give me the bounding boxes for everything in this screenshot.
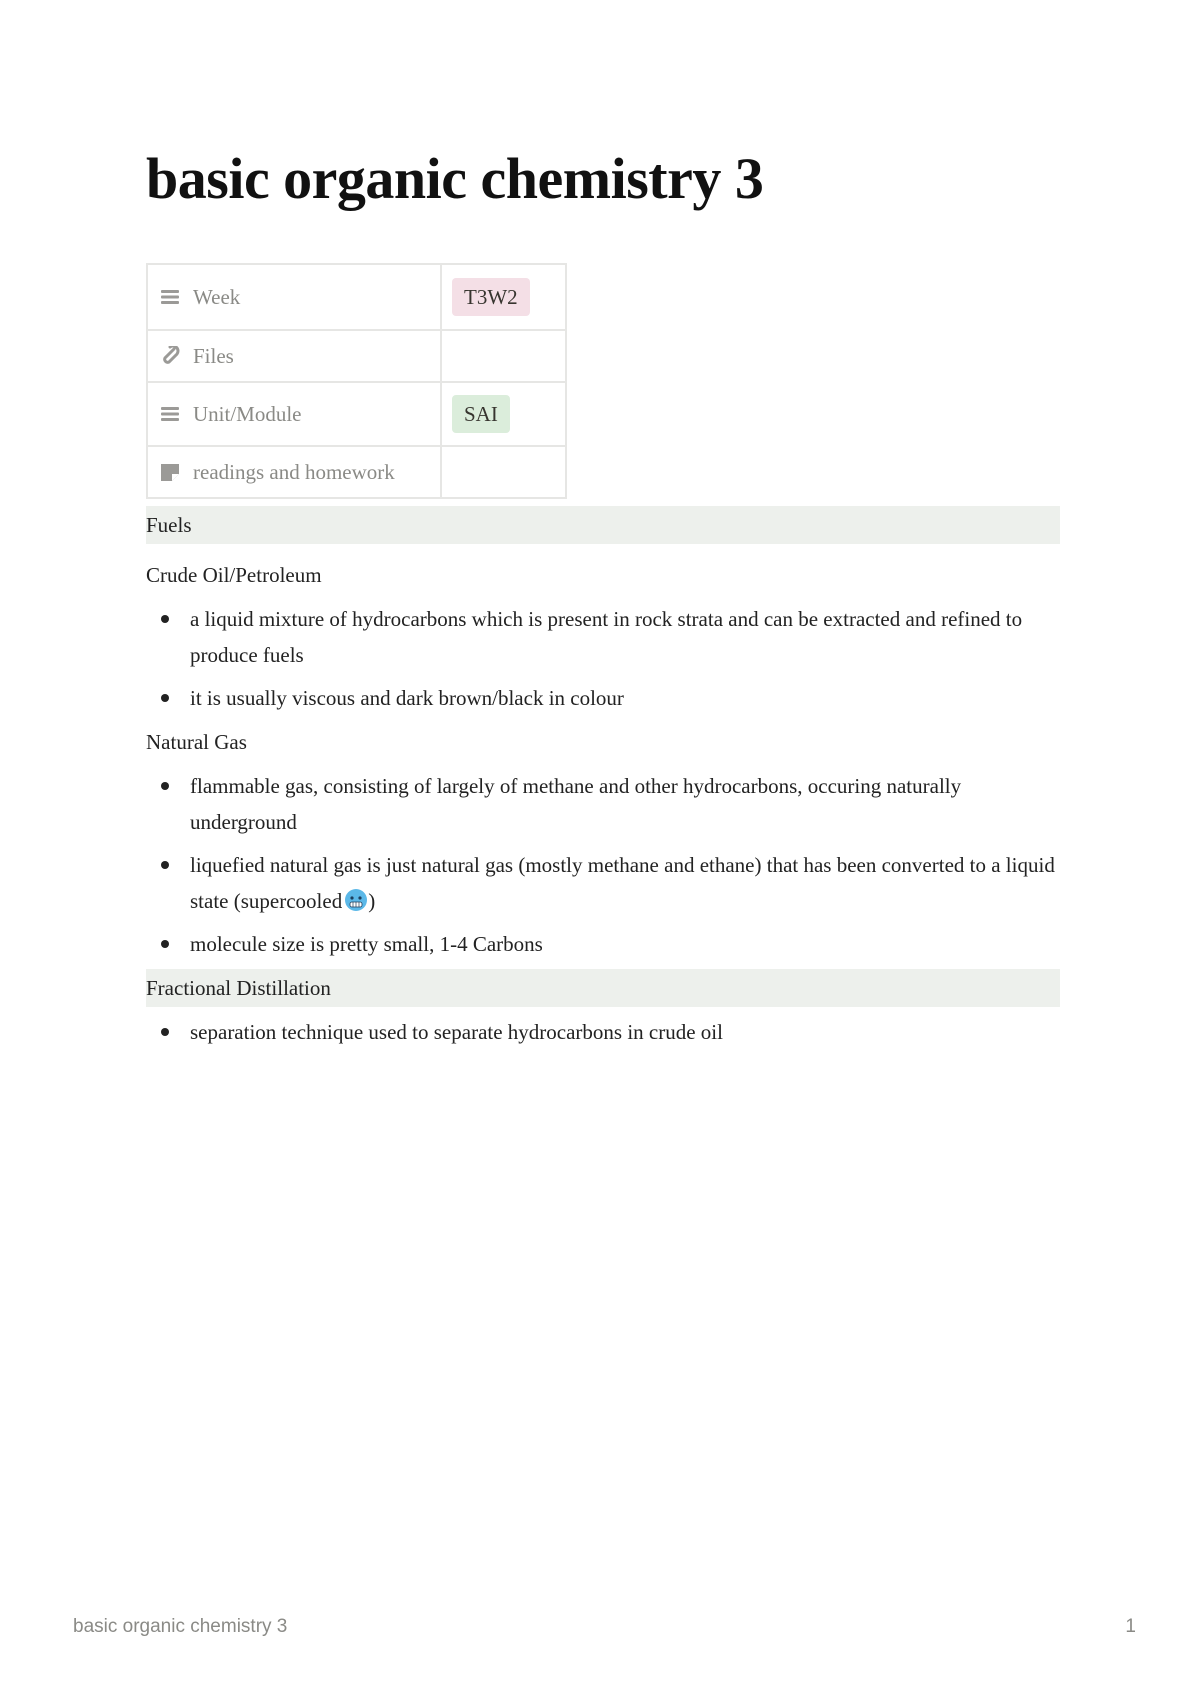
property-row-files[interactable] bbox=[147, 330, 566, 382]
property-name-cell[interactable] bbox=[147, 382, 441, 446]
list-item-text: molecule size is pretty small, 1-4 Carbons bbox=[190, 932, 543, 956]
list-item-suffix: ) bbox=[368, 889, 376, 913]
list-item bbox=[146, 926, 1060, 962]
crude-oil-list bbox=[146, 601, 1060, 716]
property-value-cell[interactable] bbox=[441, 446, 566, 498]
list-item-text: liquefied natural gas is just natural gas (mostly methane and ethane) that has been converted to a liquid state (supercooled bbox=[190, 853, 1055, 913]
bullet-icon bbox=[161, 694, 169, 702]
text-icon bbox=[160, 462, 180, 482]
property-row-readings[interactable] bbox=[147, 446, 566, 498]
footer-title: basic organic chemistry 3 bbox=[73, 1616, 288, 1637]
property-name-cell[interactable] bbox=[147, 330, 441, 382]
footer-page-number: 1 bbox=[1125, 1616, 1136, 1637]
paperclip-icon bbox=[160, 346, 180, 366]
property-label: Week bbox=[193, 284, 241, 309]
list-item bbox=[146, 601, 1060, 673]
bullet-icon bbox=[161, 1028, 169, 1036]
page-title: basic organic chemistry 3 bbox=[146, 146, 764, 211]
property-name-cell[interactable] bbox=[147, 446, 441, 498]
subheading-natural-gas: Natural Gas bbox=[146, 730, 247, 754]
property-label: Unit/Module bbox=[193, 401, 302, 426]
bullet-icon bbox=[161, 861, 169, 869]
property-value-cell[interactable] bbox=[441, 382, 566, 446]
fractional-distillation-list bbox=[146, 1014, 1060, 1050]
section-heading-fuels: Fuels bbox=[146, 506, 1060, 544]
bullet-icon bbox=[161, 940, 169, 948]
property-label: readings and homework bbox=[193, 459, 395, 484]
properties-table bbox=[146, 263, 567, 499]
section-heading-fractional-distillation: Fractional Distillation bbox=[146, 969, 1060, 1007]
natural-gas-list bbox=[146, 768, 1060, 962]
list-item-text: separation technique used to separate hydrocarbons in crude oil bbox=[190, 1020, 723, 1044]
list-item-text: it is usually viscous and dark brown/black in colour bbox=[190, 686, 624, 710]
list-item bbox=[146, 1014, 1060, 1050]
list-icon bbox=[160, 404, 180, 424]
subheading-crude-oil: Crude Oil/Petroleum bbox=[146, 563, 322, 587]
property-value-cell[interactable] bbox=[441, 330, 566, 382]
property-name-cell[interactable] bbox=[147, 264, 441, 330]
cold-face-emoji-icon bbox=[344, 887, 368, 911]
unit-module-tag[interactable]: SAI bbox=[452, 395, 510, 433]
list-item bbox=[146, 768, 1060, 840]
bullet-icon bbox=[161, 782, 169, 790]
property-row-unit-module[interactable] bbox=[147, 382, 566, 446]
page-content bbox=[146, 506, 1060, 1057]
bullet-icon bbox=[161, 615, 169, 623]
property-row-week[interactable] bbox=[147, 264, 566, 330]
list-icon bbox=[160, 287, 180, 307]
list-item-text: a liquid mixture of hydrocarbons which is present in rock strata and can be extracted and refined to produce fuels bbox=[190, 607, 1023, 667]
list-item-text: flammable gas, consisting of largely of methane and other hydrocarbons, occuring naturally underground bbox=[190, 774, 962, 834]
list-item bbox=[146, 680, 1060, 716]
list-item bbox=[146, 847, 1060, 919]
week-tag[interactable]: T3W2 bbox=[452, 278, 530, 316]
property-value-cell[interactable] bbox=[441, 264, 566, 330]
property-label: Files bbox=[193, 343, 234, 368]
